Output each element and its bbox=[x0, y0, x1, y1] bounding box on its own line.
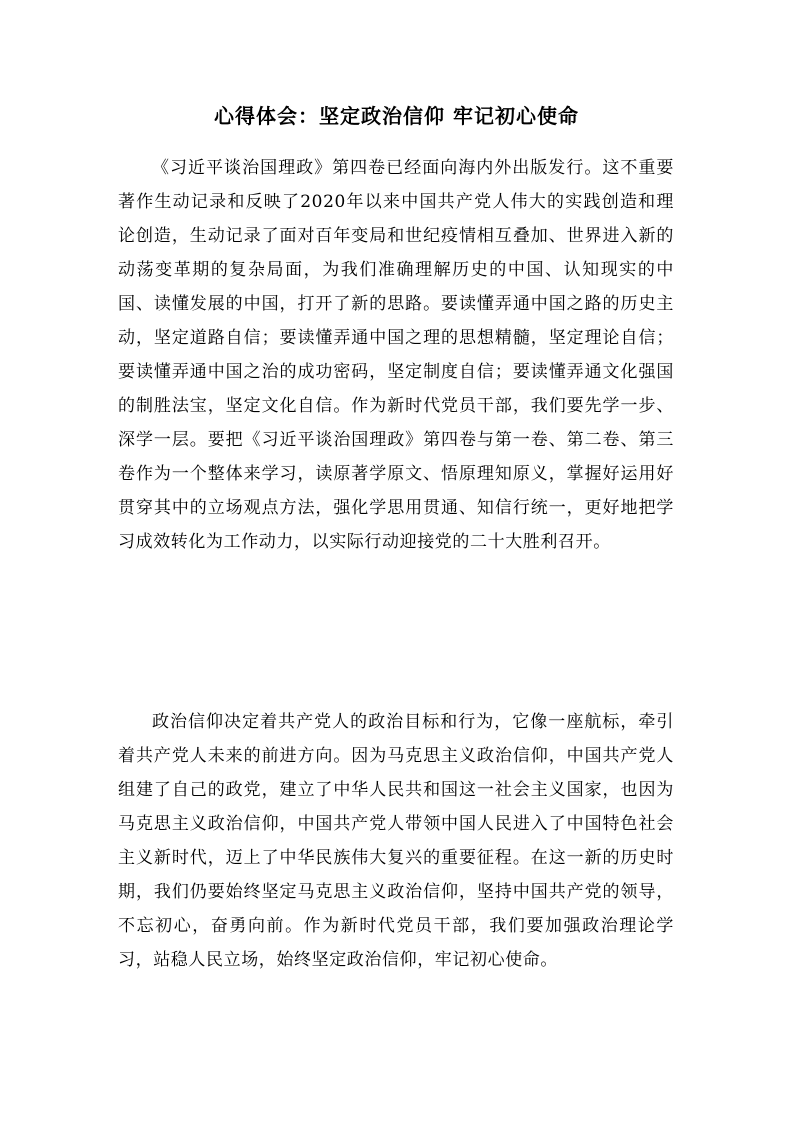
body-paragraph-2: 政治信仰决定着共产党人的政治目标和行为，它像一座航标，牵引着共产党人未来的前进方向。因为马克思主义政治信仰，中国共产党人组建了自己的政党，建立了中华人民共和国这一社会主义国家，也因为马克思主义政治信仰，中国共产党人带领中国人民进入了中国特色社会主义新时代，迈上了中华民族伟大复兴的重要征程。在这一新的历史时期，我们仍要始终坚定马克思主义政治信仰，坚持中国共产党的领导，不忘初心，奋勇向前。作为新时代党员干部，我们要加强政治理论学习，站稳人民立场，始终坚定政治信仰，牢记初心使命。 bbox=[118, 712, 674, 970]
document-title: 心得体会：坚定政治信仰 牢记初心使命 bbox=[214, 104, 579, 128]
body-paragraph-1: 《习近平谈治国理政》第四卷已经面向海内外出版发行。这不重要著作生动记录和反映了2020年以来中国共产党人伟大的实践创造和理论创造，生动记录了面对百年变局和世纪疫情相互叠加、世界进入新的动荡变革期的复杂局面，为我们准确理解历史的中国、认知现实的中国、读懂发展的中国，打开了新的思路。要读懂弄通中国之路的历史主动，坚定道路自信；要读懂弄通中国之理的思想精髓，坚定理论自信；要读懂弄通中国之治的成功密码，坚定制度自信；要读懂弄通文化强国的制胜法宝，坚定文化自信。作为新时代党员干部，我们要先学一步、深学一层。要把《习近平谈治国理政》第四卷与第一卷、第二卷、第三卷作为一个整体来学习，读原著学原文、悟原理知原义，掌握好运用好贯穿其中的立场观点方法，强化学思用贯通、知信行统一，更好地把学习成效转化为工作动力，以实际行动迎接党的二十大胜利召开。 bbox=[118, 158, 674, 552]
